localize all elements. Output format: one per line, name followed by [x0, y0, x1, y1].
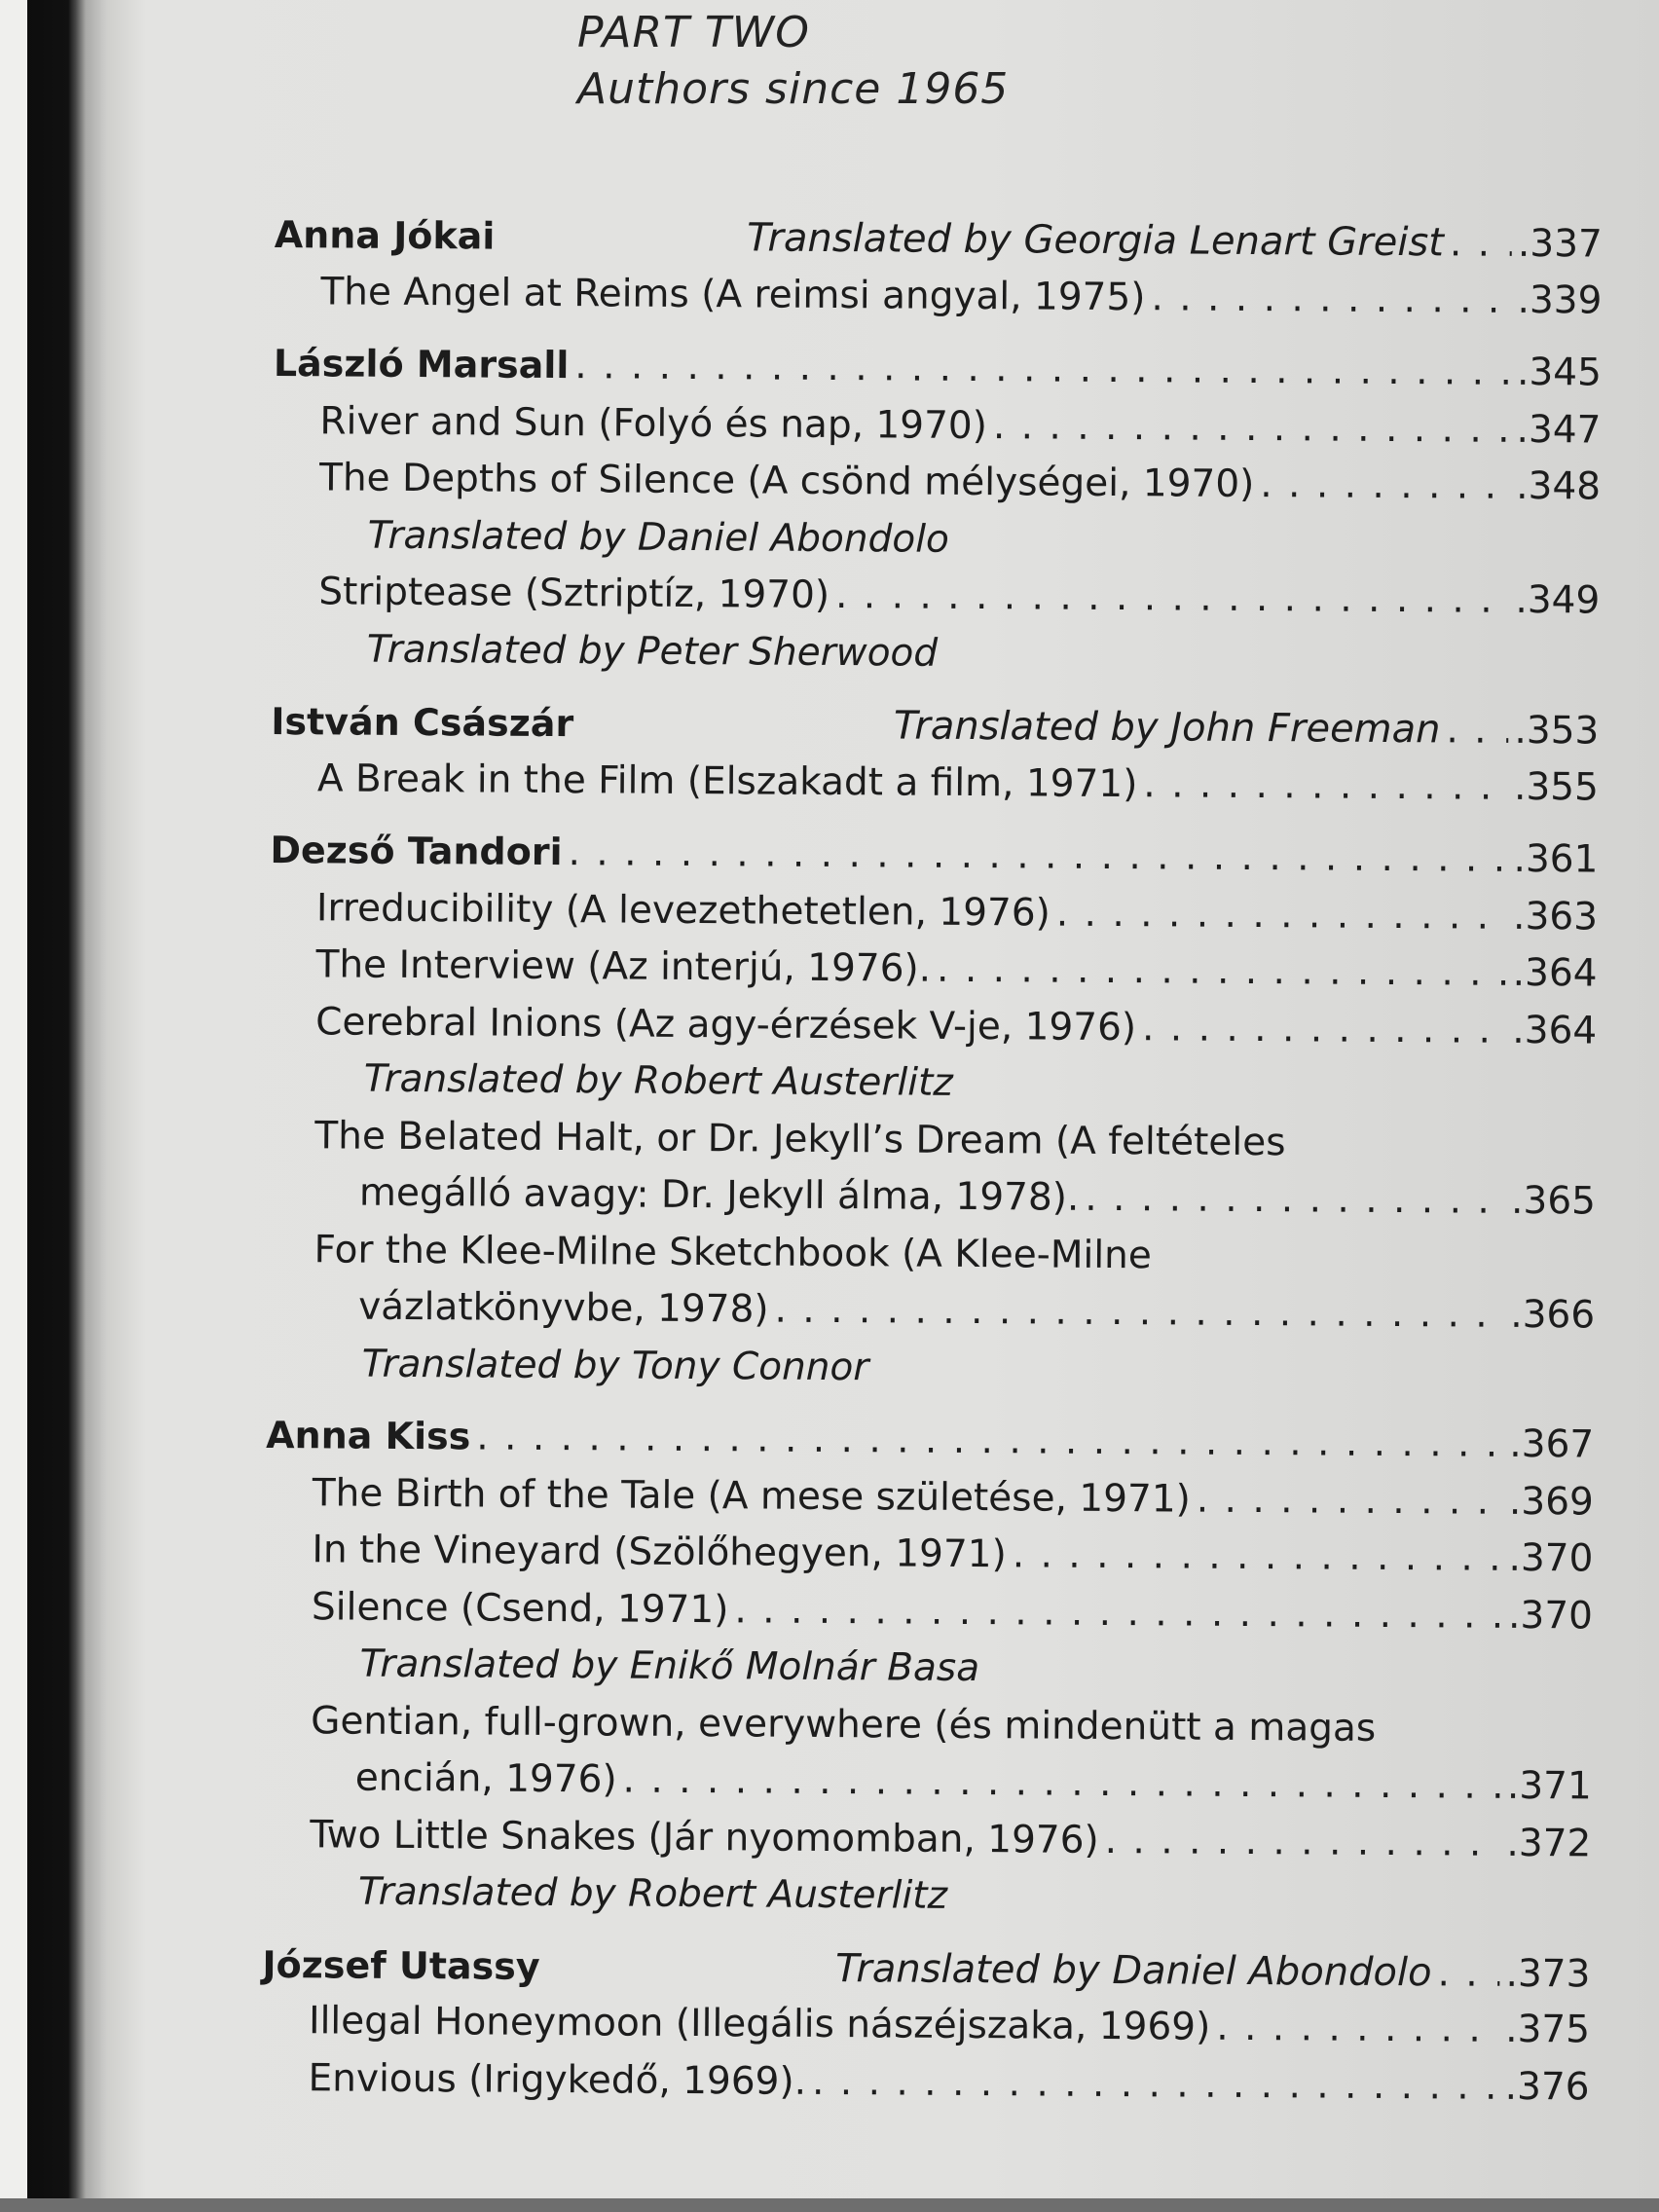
page-number: .361: [1513, 836, 1599, 882]
work-title: Irreducibility (A levezethetetlen, 1976): [315, 885, 1051, 936]
author-translator: Translated by Georgia Lenart Greist: [746, 215, 1445, 266]
translator-credit: Translated by Peter Sherwood: [366, 627, 939, 676]
page-number: .366: [1510, 1292, 1596, 1338]
dot-leader: [1260, 462, 1510, 508]
work-title: The Birth of the Tale (A mese születése, 1971): [312, 1470, 1191, 1522]
page-number: .364: [1512, 1008, 1598, 1053]
dot-leader: [574, 344, 1511, 394]
dot-leader: [774, 1288, 1504, 1337]
page-number: .376: [1504, 2064, 1590, 2109]
author-name: Dezső Tandori: [270, 828, 563, 874]
work-row: [267, 1227, 1595, 1293]
author-name: Anna Jókai: [274, 212, 496, 258]
work-title: The Depths of Silence (A csönd mélységei, 1970): [318, 456, 1255, 507]
author-row: [271, 699, 1599, 765]
page-number: .370: [1508, 1535, 1594, 1581]
work-row-continued: [264, 1755, 1592, 1822]
spacer: [573, 736, 894, 738]
translator-row: [266, 1341, 1594, 1407]
part-heading: PART TWO: [577, 8, 810, 57]
dot-leader: [1216, 2006, 1499, 2051]
page-number: .347: [1516, 407, 1602, 453]
table-of-contents: [261, 212, 1603, 2121]
work-row: [273, 398, 1601, 464]
work-row: [264, 1698, 1592, 1764]
work-title: Striptease (Sztriptíz, 1970): [318, 570, 830, 617]
author-row: [275, 212, 1603, 278]
work-title: Gentian, full-grown, everywhere (és mindenütt a magas: [311, 1698, 1377, 1751]
work-row-continued: [267, 1284, 1595, 1350]
bottom-edge: [0, 2198, 1659, 2212]
page-number: .349: [1515, 577, 1601, 623]
dot-leader: [734, 1588, 1502, 1638]
work-row: [271, 756, 1599, 822]
translator-credit: Translated by Robert Austerlitz: [363, 1056, 954, 1105]
book-binding: [0, 0, 107, 2212]
page-number: .363: [1512, 894, 1599, 940]
spacer: [495, 249, 747, 251]
work-row: [273, 456, 1601, 522]
translator-credit: Translated by Tony Connor: [361, 1342, 869, 1389]
work-row: [265, 1584, 1593, 1650]
work-row: [265, 1528, 1593, 1594]
work-title: For the Klee-Milne Sketchbook (A Klee-Milne: [313, 1227, 1152, 1277]
dot-leader: [1437, 1951, 1499, 1995]
work-title: Cerebral Inions (Az agy-érzések V-je, 1976): [315, 999, 1137, 1050]
work-title: A Break in the Film (Elszakadt a film, 1971): [316, 756, 1138, 806]
dot-leader: [1142, 1006, 1507, 1052]
page-number: .371: [1506, 1763, 1592, 1809]
author-name: László Marsall: [273, 341, 570, 387]
author-translator: Translated by John Freeman: [893, 703, 1441, 753]
work-title-continued: vázlatkönyvbe, 1978): [357, 1284, 769, 1332]
work-title: Illegal Honeymoon (Illegális nászéjszaka, 1969): [308, 1999, 1211, 2049]
page-number: .355: [1513, 764, 1600, 810]
dot-leader: [1143, 762, 1508, 809]
page-number: .364: [1512, 950, 1598, 996]
dot-leader: [1085, 1176, 1505, 1223]
work-title-continued: encián, 1976): [354, 1755, 617, 1802]
page-number: .372: [1506, 1821, 1592, 1865]
author-translator: Translated by Daniel Abondolo: [834, 1945, 1432, 1995]
author-name: István Császár: [271, 699, 574, 746]
translator-row: [272, 512, 1600, 578]
dot-leader: [937, 947, 1507, 995]
page-number: .348: [1516, 463, 1602, 509]
page-number: .369: [1508, 1479, 1594, 1524]
work-title-continued: megálló avagy: Dr. Jekyll álma, 1978).: [358, 1170, 1080, 1220]
work-title: In the Vineyard (Szölőhegyen, 1971): [312, 1528, 1007, 1577]
work-title: Silence (Csend, 1971): [311, 1584, 729, 1632]
author-name: Anna Kiss: [266, 1413, 471, 1458]
translator-credit: Translated by Daniel Abondolo: [367, 513, 950, 562]
work-title: River and Sun (Folyó és nap, 1970): [319, 398, 988, 448]
work-row: [261, 2055, 1589, 2121]
page-number: .365: [1510, 1178, 1597, 1224]
author-row: [274, 342, 1602, 408]
author-row: [270, 829, 1598, 895]
work-title: The Angel at Reims (A reimsi angyal, 1975): [320, 269, 1146, 319]
dot-leader: [1151, 276, 1511, 322]
work-title: Two Little Snakes (Jár nyomomban, 1976): [310, 1812, 1099, 1862]
author-name: József Utassy: [262, 1942, 540, 1988]
page-number: .353: [1514, 708, 1600, 754]
spacer: [540, 1978, 835, 1980]
work-title: Envious (Irigykedő, 1969).: [308, 2055, 807, 2104]
dot-leader: [476, 1415, 1503, 1465]
work-row-continued: [268, 1170, 1596, 1236]
dot-leader: [1105, 1818, 1501, 1864]
page-number: .337: [1517, 221, 1603, 267]
dot-leader: [622, 1758, 1501, 1808]
work-row: [270, 885, 1598, 951]
work-row: [274, 269, 1602, 335]
page-number: .339: [1517, 277, 1603, 323]
dot-leader: [1197, 1477, 1503, 1523]
work-row: [269, 999, 1597, 1065]
translator-credit: Translated by Robert Austerlitz: [357, 1869, 948, 1918]
work-row: [268, 1113, 1596, 1179]
work-row: [262, 1999, 1590, 2065]
translator-row: [272, 626, 1600, 692]
translator-row: [269, 1056, 1597, 1123]
dot-leader: [1013, 1532, 1503, 1580]
page-number: .373: [1505, 1951, 1591, 1996]
work-title: The Interview (Az interjú, 1976).: [315, 942, 932, 991]
dot-leader: [835, 573, 1510, 622]
dot-leader: [1056, 891, 1508, 938]
page-number: .367: [1509, 1421, 1595, 1467]
work-row: [266, 1470, 1594, 1536]
dot-leader: [1450, 221, 1512, 265]
dot-leader: [1446, 708, 1508, 752]
work-title: The Belated Halt, or Dr. Jekyll’s Dream (A feltételes: [314, 1113, 1286, 1164]
page-number: .345: [1516, 350, 1603, 395]
dot-leader: [568, 830, 1507, 881]
dot-leader: [993, 404, 1511, 452]
work-row: [269, 942, 1597, 1009]
part-subtitle: Authors since 1965: [577, 64, 1010, 114]
page-number: .375: [1505, 2007, 1591, 2052]
translator-row: [264, 1641, 1592, 1708]
translator-credit: Translated by Enikő Molnár Basa: [359, 1641, 980, 1691]
dot-leader: [812, 2059, 1499, 2108]
translator-row: [263, 1869, 1591, 1936]
page-number: .370: [1507, 1593, 1594, 1638]
work-row: [263, 1812, 1591, 1878]
author-row: [262, 1941, 1590, 2008]
author-row: [266, 1414, 1594, 1480]
work-row: [272, 570, 1600, 636]
